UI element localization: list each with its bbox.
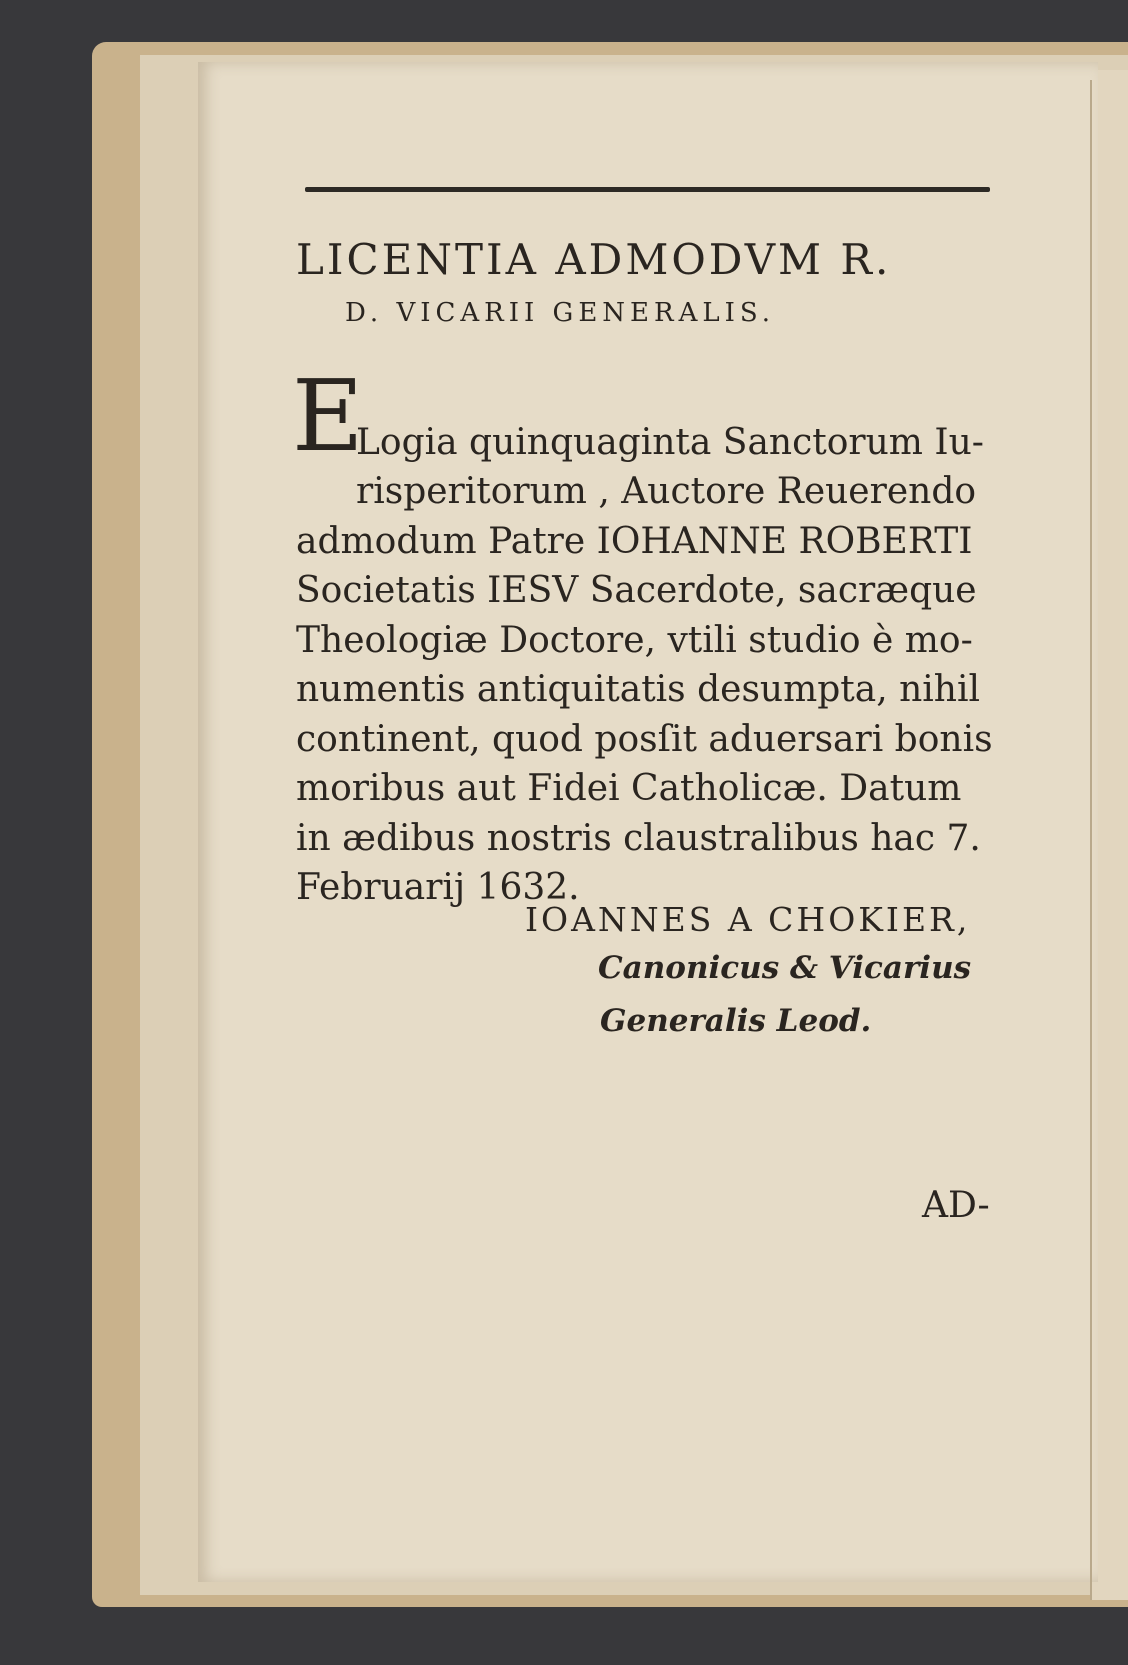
page-subtitle: D. VICARII GENERALIS. (345, 298, 776, 328)
license-body (296, 418, 1002, 913)
license-line: in ædibus nostris claustralibus hac 7. (296, 817, 981, 859)
signatory-name: IOANNES A CHOKIER, (525, 900, 971, 939)
license-line: Theologiæ Doctore, vtili studio è mo- (296, 619, 973, 661)
header-rule (305, 187, 990, 192)
license-line: risperitorum , Auctore Reuerendo (356, 471, 977, 512)
license-line: numentis antiquitatis desumpta, nihil (296, 669, 981, 710)
signatory-title-line2: Generalis Leod. (600, 1003, 872, 1039)
page-title: LICENTIA ADMODVM R. (296, 235, 892, 284)
license-line: admodum Patre IOHANNE ROBERTI (296, 520, 973, 562)
drop-cap: E (292, 360, 364, 474)
catchword: AD- (922, 1185, 990, 1226)
license-line: continent, quod posſit aduersari bonis (296, 718, 993, 760)
license-line: Societatis IESV Sacerdote, sacræque (296, 570, 977, 611)
license-line: Logia quinquaginta Sanctorum Iu- (356, 421, 984, 463)
license-line: Februarij 1632. (296, 867, 580, 908)
license-line: moribus aut Fidei Catholicæ. Datum (296, 768, 962, 809)
license-text (296, 368, 1002, 962)
page-gutter (1090, 80, 1092, 1600)
signatory-title-line1: Canonicus & Vicarius (598, 950, 972, 986)
